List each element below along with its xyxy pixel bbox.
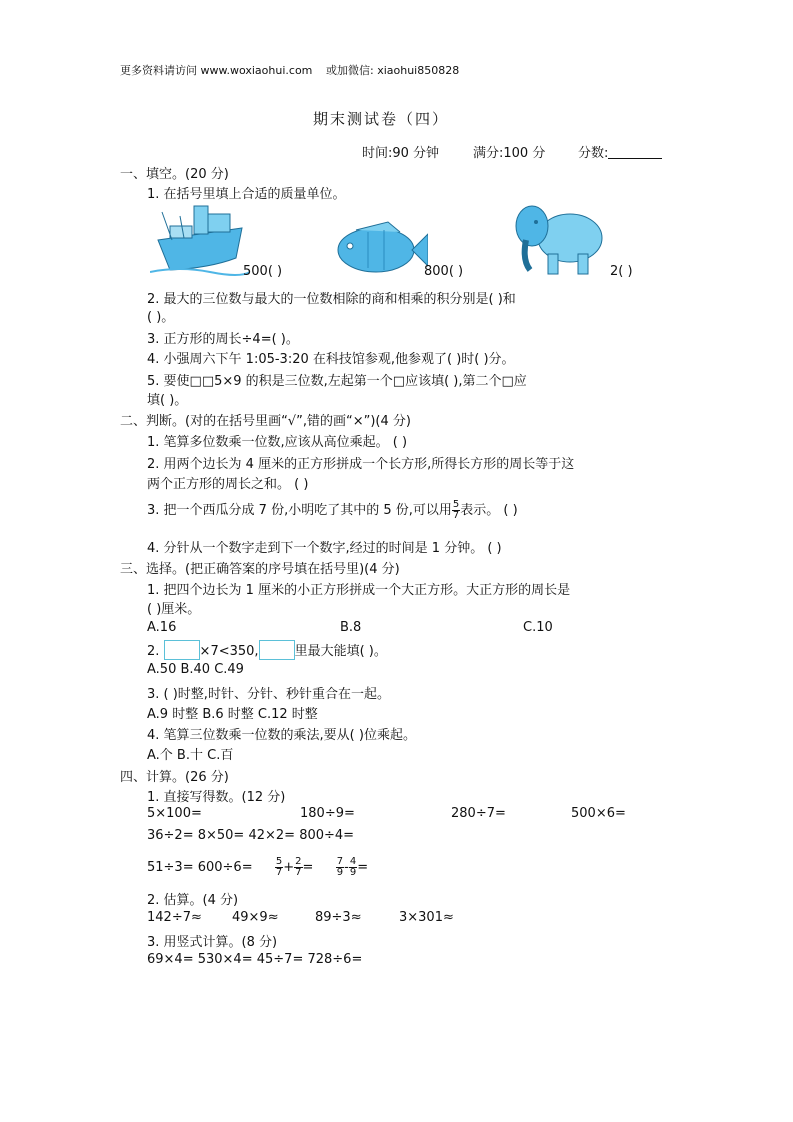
estimate-item: 89÷3≈ — [315, 910, 362, 925]
s2-q1: 1. 笔算多位数乘一位数,应该从高位乘起。 ( ) — [147, 435, 408, 450]
s4-q1: 1. 直接写得数。(12 分) — [147, 790, 286, 805]
vertical-calc-row: 69×4= 530×4= 45÷7= 728÷6= — [147, 952, 363, 967]
estimate-item: 49×9≈ — [232, 910, 279, 925]
s3-q4: 4. 笔算三位数乘一位数的乘法,要从( )位乘起。 — [147, 728, 416, 743]
fraction-numerator: 4 — [349, 856, 357, 867]
fraction-numerator: 7 — [336, 856, 344, 867]
ship-answer[interactable]: 500( ) — [243, 264, 283, 279]
s3-q1-option-a[interactable]: A.16 — [147, 620, 177, 635]
s3-q2-post: 里最大能填( )。 — [294, 644, 387, 659]
fraction-denominator: 7 — [295, 867, 302, 878]
operator: - — [344, 860, 349, 875]
s2-q3 — [147, 499, 518, 521]
s4-q2: 2. 估算。(4 分) — [147, 893, 239, 908]
calc-item: 180÷9= — [300, 806, 355, 821]
elephant-answer[interactable]: 2( ) — [610, 264, 633, 279]
ship-illustration — [150, 200, 250, 278]
s2-q3-pre: 3. 把一个西瓜分成 7 份,小明吃了其中的 5 份,可以用 — [147, 503, 452, 518]
header-right: 或加微信: xiaohui850828 — [326, 64, 460, 77]
s2-q4: 4. 分针从一个数字走到下一个数字,经过的时间是 1 分钟。 ( ) — [147, 541, 502, 556]
section1-heading: 一、填空。(20 分) — [120, 167, 229, 182]
s3-q1: 1. 把四个边长为 1 厘米的小正方形拼成一个大正方形。大正方形的周长是 — [147, 583, 571, 598]
s1-q4: 4. 小强周六下午 1:05-3:20 在科技馆参观,他参观了( )时( )分。 — [147, 352, 515, 367]
fraction-numerator: 5 — [275, 856, 283, 867]
s3-q4-options[interactable]: A.个 B.十 C.百 — [147, 748, 234, 763]
fraction — [336, 857, 344, 878]
equals-sign: = — [357, 860, 369, 875]
fraction-numerator: 2 — [295, 856, 302, 867]
fraction — [294, 857, 302, 878]
fraction-numerator: 5 — [452, 499, 460, 510]
s2-q2-cont: 两个正方形的周长之和。 ( ) — [147, 477, 309, 492]
fraction — [349, 857, 357, 878]
fish-answer[interactable]: 800( ) — [424, 264, 464, 279]
blank-box[interactable] — [259, 640, 295, 660]
estimate-item: 142÷7≈ — [147, 910, 202, 925]
calc-row-3-text: 51÷3= 600÷6= — [147, 860, 253, 875]
fraction-denominator: 7 — [275, 867, 283, 878]
s1-q5-cont: 填( )。 — [147, 393, 188, 408]
s3-q2 — [147, 640, 387, 660]
score-label — [578, 142, 662, 161]
elephant-illustration — [508, 200, 608, 278]
s4-q3: 3. 用竖式计算。(8 分) — [147, 935, 278, 950]
calc-item: 5×100= — [147, 806, 202, 821]
exam-full-score: 满分:100 分 — [473, 146, 546, 161]
operator: + — [283, 860, 295, 875]
fish-illustration — [328, 220, 428, 278]
equals-sign: = — [302, 860, 314, 875]
calc-row-2: 36÷2= 8×50= 42×2= 800÷4= — [147, 828, 355, 843]
s3-q1-cont: ( )厘米。 — [147, 602, 201, 617]
estimate-item: 3×301≈ — [399, 910, 454, 925]
s1-q1: 1. 在括号里填上合适的质量单位。 — [147, 187, 346, 202]
s3-q1-option-c[interactable]: C.10 — [523, 620, 553, 635]
exam-time: 时间:90 分钟 — [362, 146, 440, 161]
s1-q2: 2. 最大的三位数与最大的一位数相除的商和相乘的积分别是( )和 — [147, 292, 516, 307]
score-text: 分数: — [578, 146, 609, 161]
section3-heading: 三、选择。(把正确答案的序号填在括号里)(4 分) — [120, 562, 400, 577]
s3-q2-options[interactable]: A.50 B.40 C.49 — [147, 662, 244, 677]
exam-title: 期末测试卷（四） — [313, 110, 450, 128]
s1-q3: 3. 正方形的周长÷4=( )。 — [147, 332, 299, 347]
s1-q5: 5. 要使□□5×9 的积是三位数,左起第一个□应该填( ),第二个□应 — [147, 374, 527, 389]
fraction-denominator: 9 — [336, 867, 344, 878]
header-left: 更多资料请访问 www.woxiaohui.com — [120, 64, 313, 77]
s3-q3: 3. ( )时整,时针、分针、秒针重合在一起。 — [147, 687, 390, 702]
fraction — [275, 857, 283, 878]
s3-q2-mid: ×7<350, — [199, 644, 259, 659]
blank-box[interactable] — [164, 640, 200, 660]
fraction-denominator: 9 — [349, 867, 357, 878]
fraction-five-sevenths — [452, 500, 460, 521]
s2-q2: 2. 用两个边长为 4 厘米的正方形拼成一个长方形,所得长方形的周长等于这 — [147, 457, 575, 472]
section2-heading: 二、判断。(对的在括号里画“√”,错的画“×”)(4 分) — [120, 414, 411, 429]
s3-q1-option-b[interactable]: B.8 — [340, 620, 362, 635]
s1-q2-cont: ( )。 — [147, 310, 175, 325]
section4-heading: 四、计算。(26 分) — [120, 770, 229, 785]
s3-q3-options[interactable]: A.9 时整 B.6 时整 C.12 时整 — [147, 707, 318, 722]
s3-q2-number: 2. — [147, 644, 160, 659]
s2-q3-post: 表示。 ( ) — [460, 503, 518, 518]
calc-row-3 — [147, 857, 368, 878]
calc-item: 280÷7= — [451, 806, 506, 821]
score-blank[interactable] — [608, 146, 662, 159]
fraction-denominator: 7 — [452, 510, 460, 521]
calc-item: 500×6= — [571, 806, 626, 821]
